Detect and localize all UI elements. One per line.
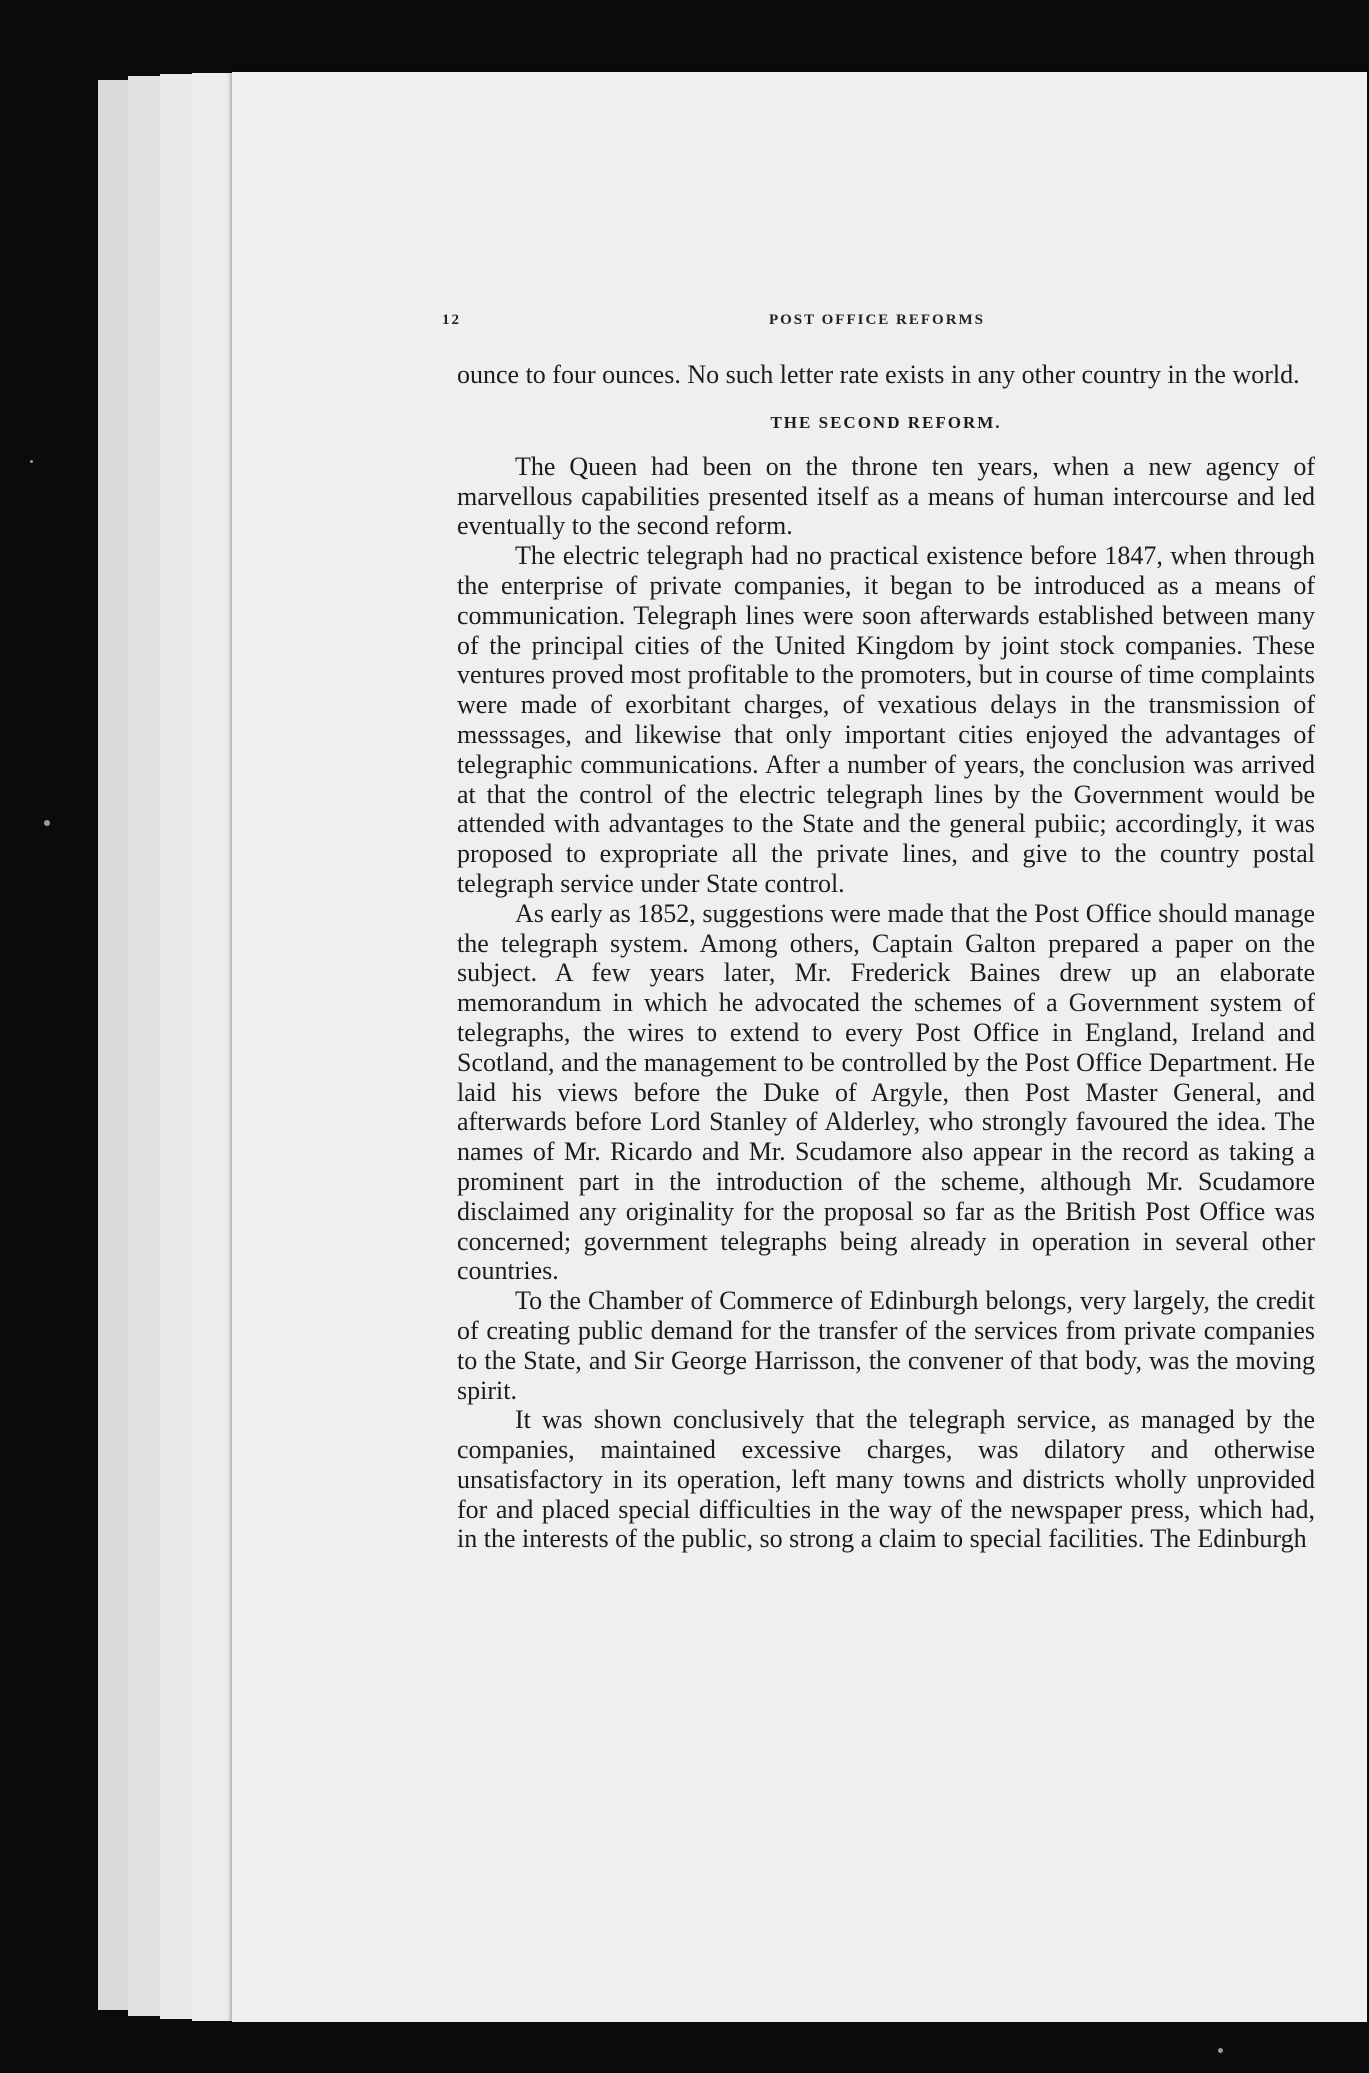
paragraph: To the Chamber of Commerce of Edinburgh belongs, very largely, the credit of creating public demand for the transfer of the services from private companies to the State, and Sir George Harrisson, the convener of that body, was the moving spirit.: [457, 1286, 1315, 1405]
page-number: 12: [442, 312, 461, 328]
page-text: [457, 360, 1315, 1554]
dust-speck: [1218, 2048, 1223, 2053]
running-header: [442, 312, 1312, 338]
dust-speck: [44, 820, 50, 826]
section-heading: THE SECOND REFORM.: [770, 412, 1002, 432]
opening-paragraph: ounce to four ounces. No such letter rate exists in any other country in the world.: [457, 360, 1300, 389]
dust-speck: [30, 460, 33, 463]
paragraph: As early as 1852, suggestions were made that the Post Office should manage the telegraph system. Among others, Captain Galton prepared a paper on the subject. A few years later, Mr. Frederick Baines drew up an elaborate memorandum in which he advocated the schemes of a Government system of telegraphs, the wires to extend to every Post Office in England, Ireland and Scotland, and the management to be controlled by the Post Office Department. He laid his views before the Duke of Argyle, then Post Master General, and afterwards before Lord Stanley of Alderley, who strongly favoured the idea. The names of Mr. Ricardo and Mr. Scudamore also appear in the record as taking a prominent part in the introduction of the scheme, although Mr. Scudamore disclaimed any originality for the proposal so far as the British Post Office was concerned; government telegraphs being already in operation in several other countries.: [457, 898, 1315, 1286]
running-head-title: POST OFFICE REFORMS: [768, 312, 986, 328]
paragraph: The Queen had been on the throne ten years, when a new agency of marvellous capabilities presented itself as a means of human intercourse and led eventually to the second reform.: [457, 451, 1315, 541]
paragraph: It was shown conclusively that the telegraph service, as managed by the companies, maintained excessive charges, was dilatory and otherwise unsatisfactory in its operation, left many towns and districts wholly unprovided for and placed special difficulties in the way of the newspaper press, which had, in the interests of the public, so strong a claim to special facilities. The Edinburgh: [457, 1405, 1315, 1554]
paragraph: The electric telegraph had no practical existence before 1847, when through the enterprise of private companies, it began to be introduced as a means of communication. Telegraph lines were soon afterwards established between many of the principal cities of the United Kingdom by joint stock companies. These ventures proved most profitable to the promoters, but in course of time complaints were made of exorbitant charges, of vexatious delays in the transmission of messsages, and likewise that only important cities enjoyed the advantages of telegraphic communications. After a number of years, the conclusion was arrived at that the control of the electric telegraph lines by the Government would be attended with advantages to the State and the general pubiic; accordingly, it was proposed to expropriate all the private lines, and give to the country postal telegraph service under State control.: [457, 541, 1315, 898]
